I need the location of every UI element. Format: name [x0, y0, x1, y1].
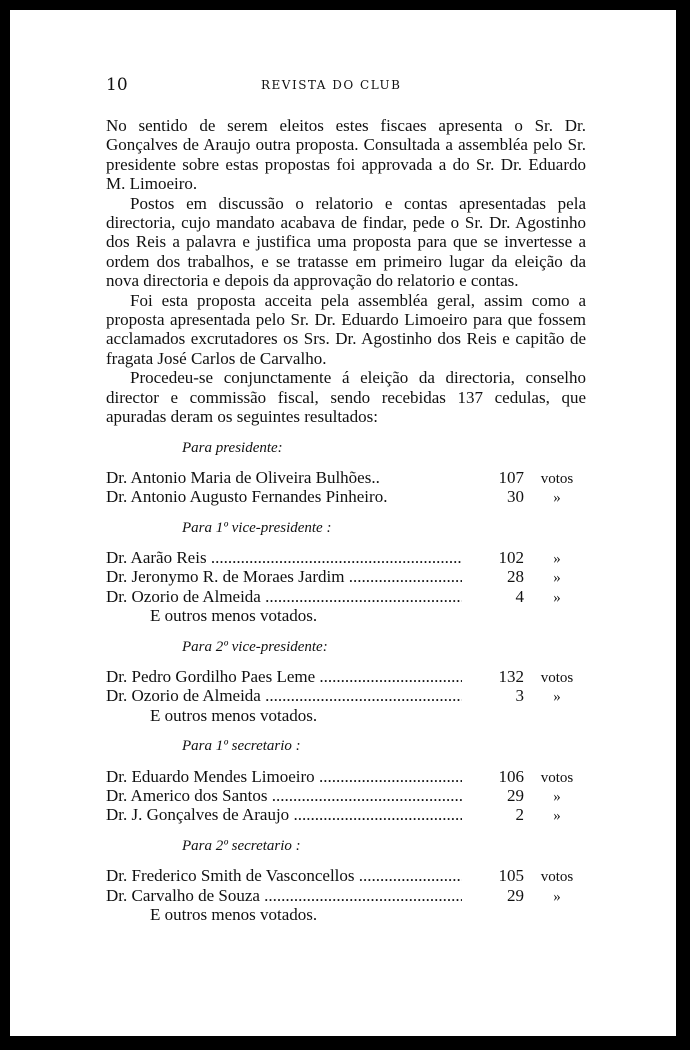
- vote-count: 28: [507, 567, 524, 587]
- candidate-name: Dr. Americo dos Santos .....: [106, 786, 462, 805]
- vote-count: 2: [515, 805, 524, 825]
- paragraph-3: Foi esta proposta acceita pela assembléa geral, assim como a proposta apresentada pelo Sr. Dr. Eduardo Limoeiro para que fossem acclamados excrutadores os Srs. Dr. Agostinho dos Reis e capitão de fragata José Carlos de Carvalho.: [106, 290, 586, 368]
- vote-unit: »: [553, 589, 561, 606]
- candidate-name: Dr. Ozorio de Almeida .....: [106, 587, 462, 606]
- candidate-name: Dr. Pedro Gordilho Paes Leme .....: [106, 667, 462, 686]
- section-title: Para presidente:: [182, 439, 283, 456]
- vote-unit: »: [553, 570, 561, 587]
- section-title: Para 1º vice-presidente :: [182, 519, 332, 536]
- vote-row: [106, 866, 586, 885]
- page: [10, 10, 676, 1036]
- vote-count: 3: [515, 686, 524, 706]
- vote-row: [106, 886, 586, 905]
- vote-row: [106, 786, 586, 805]
- vote-count: 29: [507, 786, 524, 806]
- vote-count: 106: [498, 766, 524, 786]
- section-title: Para 1º secretario :: [182, 738, 301, 755]
- vote-row: [106, 667, 586, 686]
- paragraph-2: Postos em discussão o relatorio e contas apresentadas pela directoria, cujo mandato acabava de findar, pede o Sr. Dr. Agostinho dos Reis a palavra e justifica uma proposta para que se invertesse a ordem dos trabalhos, e se tratasse em primeiro lugar da eleição da nova directoria e depois da approvação do relatorio e contas.: [106, 193, 586, 291]
- others-note: E outros menos votados.: [150, 606, 318, 626]
- vote-unit: votos: [540, 670, 574, 687]
- candidate-name: Dr. Antonio Augusto Fernandes Pinheiro.: [106, 487, 388, 507]
- candidate-name: Dr. J. Gonçalves de Araujo .....: [106, 805, 462, 824]
- candidate-name: Dr. Antonio Maria de Oliveira Bulhões..: [106, 467, 380, 487]
- vote-row: [106, 805, 586, 824]
- vote-row: [106, 487, 586, 506]
- vote-unit: votos: [540, 470, 574, 487]
- page-header: [106, 75, 586, 95]
- vote-row: [106, 686, 586, 705]
- candidate-name: Dr. Carvalho de Souza .....: [106, 886, 462, 905]
- page-number: 10: [106, 75, 128, 95]
- vote-count: 30: [507, 487, 524, 507]
- vote-unit: »: [553, 551, 561, 568]
- page-body: [106, 116, 586, 924]
- paragraph-1: No sentido de serem eleitos estes fiscaes apresenta o Sr. Dr. Gonçalves de Araujo outra proposta. Consultada a assembléa pelo Sr. presidente sobre estas propostas foi approvada a do Sr. Dr. Eduardo M. Limoeiro.: [106, 116, 586, 194]
- candidate-name: Dr. Jeronymo R. de Moraes Jardim .....: [106, 567, 462, 586]
- vote-count: 105: [498, 866, 524, 886]
- vote-unit: »: [553, 888, 561, 905]
- vote-count: 4: [515, 586, 524, 606]
- vote-unit: votos: [540, 869, 574, 886]
- vote-unit: »: [553, 490, 561, 507]
- vote-row: [106, 468, 586, 487]
- vote-row: [106, 548, 586, 567]
- vote-row: [106, 587, 586, 606]
- running-title: REVISTA DO CLUB: [261, 78, 402, 92]
- vote-count: 132: [498, 667, 524, 687]
- candidate-name: Dr. Frederico Smith de Vasconcellos .....: [106, 866, 462, 885]
- vote-unit: »: [553, 808, 561, 825]
- vote-row: [106, 767, 586, 786]
- vote-count: 107: [498, 467, 524, 487]
- candidate-name: Dr. Eduardo Mendes Limoeiro .....: [106, 767, 462, 786]
- vote-count: 29: [507, 885, 524, 905]
- section-title: Para 2º secretario :: [182, 837, 301, 854]
- section-title: Para 2º vice-presidente:: [182, 638, 328, 655]
- vote-unit: »: [553, 689, 561, 706]
- vote-row: [106, 567, 586, 586]
- vote-unit: votos: [540, 769, 574, 786]
- candidate-name: Dr. Ozorio de Almeida .....: [106, 686, 462, 705]
- paragraph-4: Procedeu-se conjunctamente á eleição da directoria, conselho director e commissão fiscal, sendo recebidas 137 cedulas, que apuradas deram os seguintes resultados:: [106, 368, 586, 427]
- others-note: E outros menos votados.: [150, 905, 318, 924]
- election-results: [106, 439, 586, 925]
- others-note: E outros menos votados.: [150, 705, 318, 725]
- vote-unit: »: [553, 789, 561, 806]
- candidate-name: Dr. Aarão Reis .....: [106, 548, 462, 567]
- vote-count: 102: [498, 548, 524, 568]
